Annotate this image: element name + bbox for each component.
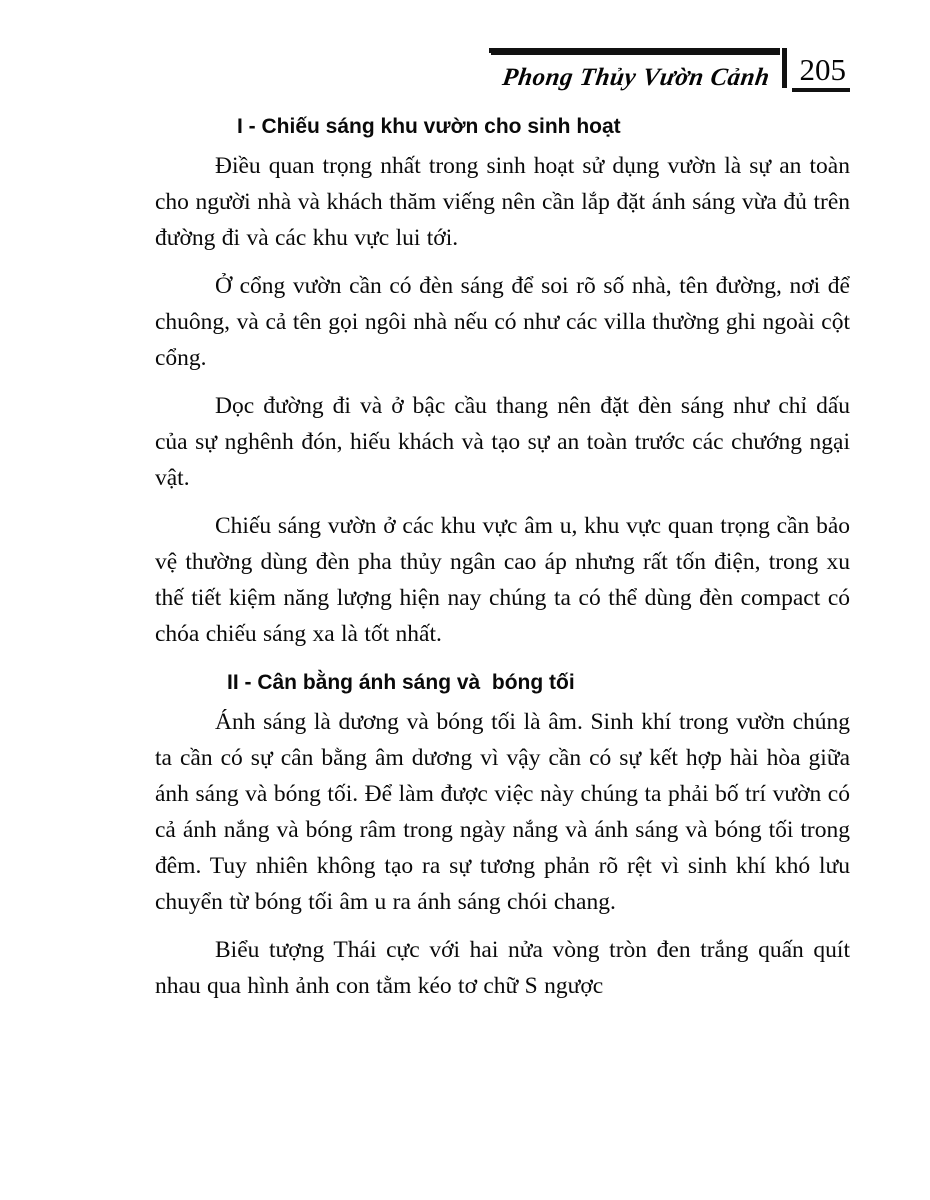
header-inner bbox=[489, 48, 850, 92]
paragraph-6: Biểu tượng Thái cực với hai nửa vòng tròn đen trắng quấn quít nhau qua hình ảnh con tằm kéo tơ chữ S ngược bbox=[155, 937, 850, 999]
book-title: Phong Thủy Vườn Cảnh bbox=[500, 64, 772, 91]
header-rule bbox=[489, 48, 780, 53]
page-number-bracket bbox=[782, 48, 851, 92]
section-heading-1: I - Chiếu sáng khu vườn cho sinh hoạt bbox=[237, 115, 621, 138]
page-content bbox=[155, 110, 850, 1004]
paragraph-1: Điều quan trọng nhất trong sinh hoạt sử dụng vườn là sự an toàn cho người nhà và khách thăm viếng nên cần lắp đặt ánh sáng vừa đủ trên đường đi và các khu vực lui tới. bbox=[155, 153, 850, 251]
running-header bbox=[155, 48, 850, 110]
paragraph-2: Ở cổng vườn cần có đèn sáng để soi rõ số nhà, tên đường, nơi để chuông, và cả tên gọi ngôi nhà nếu có như các villa thường ghi ngoài cột cổng. bbox=[155, 273, 850, 371]
paragraph-4: Chiếu sáng vườn ở các khu vực âm u, khu vực quan trọng cần bảo vệ thường dùng đèn pha thủy ngân cao áp nhưng rất tốn điện, trong xu thế tiết kiệm năng lượng hiện nay chúng ta có thể dùng đèn compact có chóa chiếu sáng xa là tốt nhất. bbox=[155, 513, 850, 647]
section-heading-2: II - Cân bằng ánh sáng và bóng tối bbox=[227, 671, 575, 694]
page-number: 205 bbox=[792, 54, 851, 92]
paragraph-3: Dọc đường đi và ở bậc cầu thang nên đặt đèn sáng như chỉ dấu của sự nghênh đón, hiếu khách và tạo sự an toàn trước các chướng ngại vật. bbox=[155, 393, 850, 491]
header-title-wrap bbox=[489, 48, 780, 92]
paragraph-5: Ánh sáng là dương và bóng tối là âm. Sinh khí trong vườn chúng ta cần có sự cân bằng âm dương vì vậy cần có sự kết hợp hài hòa giữa ánh sáng và bóng tối. Để làm được việc này chúng ta phải bố trí vườn có cả ánh nắng và bóng râm trong ngày nắng và ánh sáng và bóng tối trong đêm. Tuy nhiên không tạo ra sự tương phản rõ rệt vì sinh khí khó lưu chuyển từ bóng tối âm u ra ánh sáng chói chang. bbox=[155, 709, 850, 915]
